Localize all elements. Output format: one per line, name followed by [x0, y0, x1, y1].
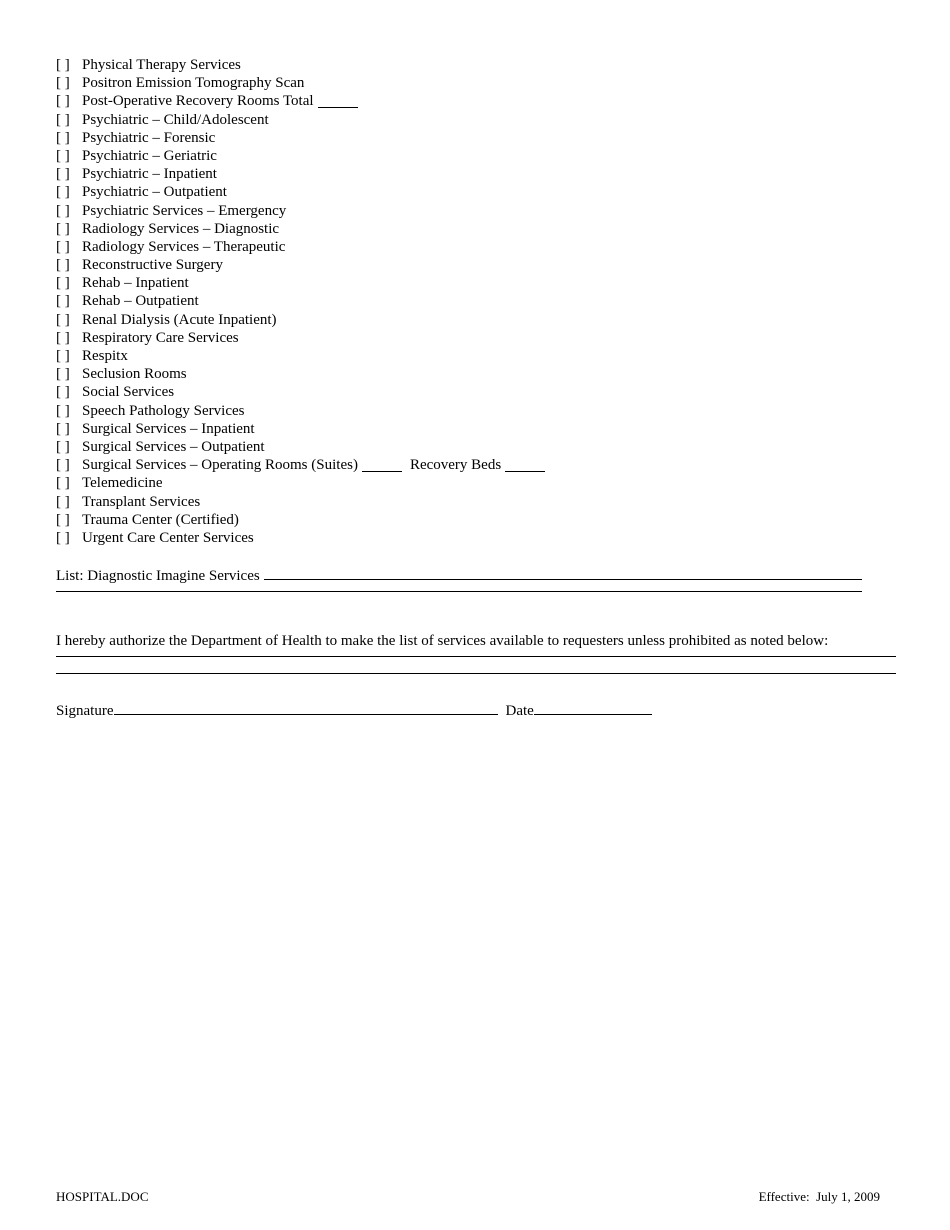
service-checkbox[interactable]: [ ]	[56, 184, 70, 201]
service-item	[56, 274, 896, 292]
service-item	[56, 474, 896, 492]
service-label: Surgical Services – Inpatient	[82, 420, 255, 437]
service-item	[56, 256, 896, 274]
service-label: Trauma Center (Certified)	[82, 511, 239, 528]
service-label: Rehab – Inpatient	[82, 275, 189, 292]
service-label: Psychiatric Services – Emergency	[82, 202, 287, 219]
service-label: Telemedicine	[82, 475, 163, 492]
service-label: Speech Pathology Services	[82, 402, 245, 419]
service-label: Radiology Services – Diagnostic	[82, 220, 280, 237]
signature-row	[56, 700, 896, 718]
service-item	[56, 438, 896, 456]
recovery-beds-label: Recovery Beds	[409, 457, 502, 474]
service-item	[56, 92, 896, 110]
service-label: Psychiatric – Child/Adolescent	[82, 111, 269, 128]
service-item	[56, 383, 896, 401]
service-item	[56, 292, 896, 310]
service-item	[56, 311, 896, 329]
operating-rooms-field[interactable]	[362, 459, 402, 472]
authorization-statement: I hereby authorize the Department of Health to make the list of services available to requesters unless prohibited as noted below:	[56, 633, 829, 650]
prohibited-notes-line-1[interactable]	[56, 656, 896, 657]
service-item	[56, 147, 896, 165]
service-checkbox[interactable]: [ ]	[56, 348, 70, 364]
service-label: Renal Dialysis (Acute Inpatient)	[82, 311, 277, 328]
diagnostic-imaging-list-row	[56, 565, 896, 583]
service-checkbox[interactable]: [ ]	[56, 202, 70, 219]
service-checkbox[interactable]: [ ]	[56, 57, 70, 73]
service-checkbox[interactable]: [ ]	[56, 384, 70, 401]
service-item	[56, 220, 896, 238]
service-label: Physical Therapy Services	[82, 57, 241, 73]
signature-label: Signature	[56, 703, 114, 720]
signature-field[interactable]	[114, 700, 498, 715]
service-item	[56, 56, 896, 74]
service-label: Post-Operative Recovery Rooms Total	[82, 93, 314, 110]
service-label: Psychiatric – Geriatric	[82, 147, 217, 164]
service-checkbox[interactable]: [ ]	[56, 220, 70, 237]
service-label: Respiratory Care Services	[82, 329, 239, 346]
service-item	[56, 238, 896, 256]
service-checkbox[interactable]: [ ]	[56, 93, 70, 110]
service-item	[56, 129, 896, 147]
service-label: Psychiatric – Forensic	[82, 129, 216, 146]
footer-effective-date: Effective: July 1, 2009	[758, 1189, 880, 1204]
service-checkbox[interactable]: [ ]	[56, 111, 70, 128]
service-item	[56, 74, 896, 92]
date-field[interactable]	[534, 700, 652, 715]
services-checklist	[56, 56, 896, 547]
service-label: Social Services	[82, 384, 175, 401]
service-checkbox[interactable]: [ ]	[56, 75, 70, 92]
service-item	[56, 347, 896, 365]
service-item	[56, 511, 896, 529]
diagnostic-imaging-field-line-2[interactable]	[56, 591, 862, 592]
service-item	[56, 165, 896, 183]
service-checkbox[interactable]: [ ]	[56, 438, 70, 455]
service-checkbox[interactable]: [ ]	[56, 311, 70, 328]
service-item	[56, 529, 896, 547]
service-label: Surgical Services – Operating Rooms (Suites)	[82, 457, 358, 474]
service-checkbox[interactable]: [ ]	[56, 329, 70, 346]
service-label: Rehab – Outpatient	[82, 293, 199, 310]
service-checkbox[interactable]: [ ]	[56, 457, 70, 474]
service-item	[56, 456, 896, 474]
prohibited-notes-line-2[interactable]	[56, 673, 896, 674]
service-label: Psychiatric – Outpatient	[82, 184, 227, 201]
service-checkbox[interactable]: [ ]	[56, 420, 70, 437]
service-label: Reconstructive Surgery	[82, 257, 223, 274]
service-label: Transplant Services	[82, 493, 201, 510]
footer-filename: HOSPITAL.DOC	[56, 1189, 149, 1204]
recovery-rooms-total-field[interactable]	[318, 95, 358, 108]
service-label: Surgical Services – Outpatient	[82, 438, 265, 455]
service-label: Respitx	[82, 348, 128, 364]
service-item	[56, 329, 896, 347]
date-label: Date	[505, 703, 534, 720]
service-checkbox[interactable]: [ ]	[56, 257, 70, 274]
service-item	[56, 365, 896, 383]
service-label: Positron Emission Tomography Scan	[82, 75, 305, 92]
service-checkbox[interactable]: [ ]	[56, 129, 70, 146]
diagnostic-imaging-label: List: Diagnostic Imagine Services	[56, 568, 260, 585]
service-checkbox[interactable]: [ ]	[56, 147, 70, 164]
service-label: Psychiatric – Inpatient	[82, 166, 217, 183]
service-checkbox[interactable]: [ ]	[56, 402, 70, 419]
service-label: Seclusion Rooms	[82, 366, 187, 383]
service-checkbox[interactable]: [ ]	[56, 166, 70, 183]
service-item	[56, 402, 896, 420]
service-checkbox[interactable]: [ ]	[56, 493, 70, 510]
service-checkbox[interactable]: [ ]	[56, 475, 70, 492]
service-checkbox[interactable]: [ ]	[56, 511, 70, 528]
diagnostic-imaging-field[interactable]	[264, 565, 862, 580]
service-item	[56, 420, 896, 438]
service-checkbox[interactable]: [ ]	[56, 366, 70, 383]
service-item	[56, 111, 896, 129]
service-item	[56, 202, 896, 220]
service-checkbox[interactable]: [ ]	[56, 275, 70, 292]
service-label: Radiology Services – Therapeutic	[82, 238, 286, 255]
service-checkbox[interactable]: [ ]	[56, 293, 70, 310]
service-item	[56, 493, 896, 511]
recovery-beds-field[interactable]	[505, 459, 545, 472]
form-page	[56, 56, 896, 718]
service-label: Urgent Care Center Services	[82, 529, 254, 546]
service-item	[56, 183, 896, 201]
service-checkbox[interactable]: [ ]	[56, 529, 70, 546]
service-checkbox[interactable]: [ ]	[56, 238, 70, 255]
